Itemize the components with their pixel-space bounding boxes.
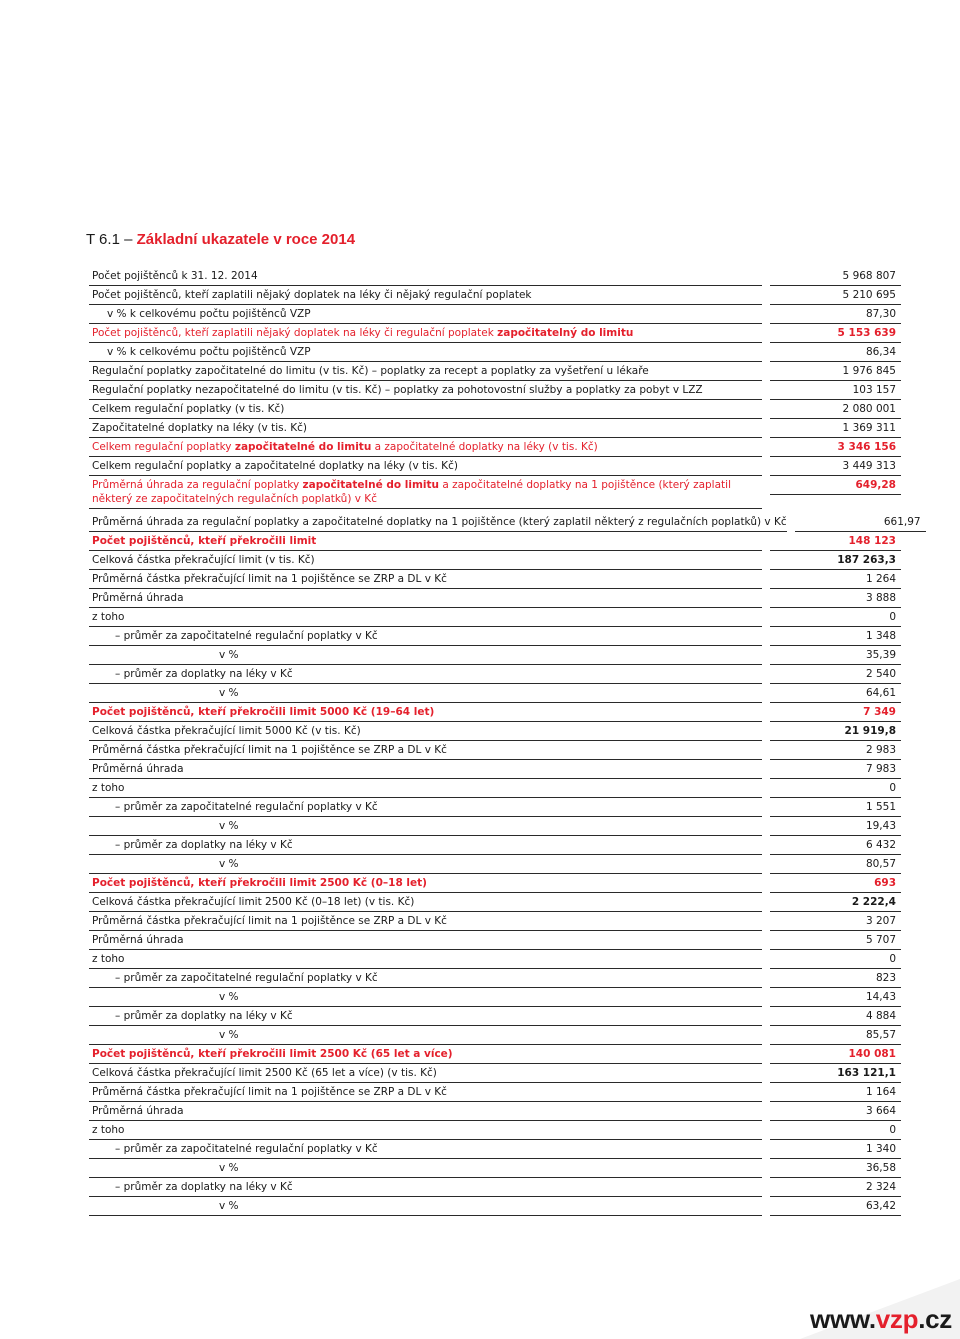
table-title-text: Základní ukazatele v roce 2014 [136, 231, 356, 248]
table-row: v % k celkovému počtu pojištěnců VZP 86,34 [89, 343, 901, 362]
table-row: Průměrná částka překračující limit na 1 pojištěnce se ZRP a DL v Kč 2 983 [89, 741, 901, 760]
table-title [86, 231, 355, 248]
table-row: Počet pojištěnců k 31. 12. 2014 5 968 807 [89, 267, 901, 286]
table-row: Průměrná částka překračující limit na 1 pojištěnce se ZRP a DL v Kč 1 264 [89, 570, 901, 589]
table-row: z toho 0 [89, 950, 901, 969]
table-row: z toho 0 [89, 1121, 901, 1140]
table-row: v % k celkovému počtu pojištěnců VZP 87,30 [89, 305, 901, 324]
table-row: v % 14,43 [89, 988, 901, 1007]
table-row: z toho 0 [89, 608, 901, 627]
table-row: – průměr za započitatelné regulační poplatky v Kč 823 [89, 969, 901, 988]
table-row: Počet pojištěnců, kteří překročili limit 2500 Kč (0–18 let) 693 [89, 874, 901, 893]
table-row: v % 35,39 [89, 646, 901, 665]
table-row: Průměrná částka překračující limit na 1 pojištěnce se ZRP a DL v Kč 1 164 [89, 1083, 901, 1102]
table-row: – průměr za započitatelné regulační poplatky v Kč 1 340 [89, 1140, 901, 1159]
table-row: Započitatelné doplatky na léky (v tis. Kč) 1 369 311 [89, 419, 901, 438]
indicators-table [89, 267, 921, 1216]
table-row: v % 85,57 [89, 1026, 901, 1045]
table-row: – průměr za doplatky na léky v Kč 2 324 [89, 1178, 901, 1197]
table-row: Celkem regulační poplatky a započitatelné doplatky na léky (v tis. Kč) 3 449 313 [89, 457, 901, 476]
table-row: Regulační poplatky nezapočitatelné do limitu (v tis. Kč) – poplatky za pohotovostní služby a poplatky za pobyt v LZZ 103 157 [89, 381, 901, 400]
table-row: – průměr za započitatelné regulační poplatky v Kč 1 551 [89, 798, 901, 817]
table-row: – průměr za započitatelné regulační poplatky v Kč 1 348 [89, 627, 901, 646]
table-row: v % 80,57 [89, 855, 901, 874]
table-number: T 6.1 – [86, 231, 137, 248]
table-row: Průměrná úhrada za regulační poplatky započitatelné do limitu a započitatelné doplatky na 1 pojištěnce (který zaplatil některý ze započitatelných regulačních poplatků) v Kč 649,28 [89, 476, 901, 509]
table-row: Celkem regulační poplatky (v tis. Kč) 2 080 001 [89, 400, 901, 419]
table-row: Počet pojištěnců, kteří překročili limit 2500 Kč (65 let a více) 140 081 [89, 1045, 901, 1064]
table-row: v % 19,43 [89, 817, 901, 836]
table-row: Celková částka překračující limit (v tis. Kč) 187 263,3 [89, 551, 901, 570]
table-row: – průměr za doplatky na léky v Kč 6 432 [89, 836, 901, 855]
table-row: Počet pojištěnců, kteří zaplatili nějaký doplatek na léky či regulační poplatek započitatelný do limitu 5 153 639 [89, 324, 901, 343]
table-row: Počet pojištěnců, kteří překročili limit 5000 Kč (19–64 let) 7 349 [89, 703, 901, 722]
table-row: v % 36,58 [89, 1159, 901, 1178]
table-row: Počet pojištěnců, kteří překročili limit 148 123 [89, 532, 901, 551]
table-row: v % 63,42 [89, 1197, 901, 1216]
table-row: Průměrná úhrada 3 664 [89, 1102, 901, 1121]
table-row: z toho 0 [89, 779, 901, 798]
table-row: Regulační poplatky započitatelné do limitu (v tis. Kč) – poplatky za recept a poplatky za vyšetření u lékaře 1 976 845 [89, 362, 901, 381]
table-row: Počet pojištěnců, kteří zaplatili nějaký doplatek na léky či nějaký regulační poplatek 5 210 695 [89, 286, 901, 305]
table-row: Celkem regulační poplatky započitatelné do limitu a započitatelné doplatky na léky (v tis. Kč) 3 346 156 [89, 438, 901, 457]
table-row: Celková částka překračující limit 2500 Kč (65 let a více) (v tis. Kč) 163 121,1 [89, 1064, 901, 1083]
table-row: Celková částka překračující limit 2500 Kč (0–18 let) (v tis. Kč) 2 222,4 [89, 893, 901, 912]
table-row: Celková částka překračující limit 5000 Kč (v tis. Kč) 21 919,8 [89, 722, 901, 741]
table-row: v % 64,61 [89, 684, 901, 703]
footer-website-link[interactable]: www.vzp.cz [810, 1304, 952, 1334]
table-row: – průměr za doplatky na léky v Kč 2 540 [89, 665, 901, 684]
table-row: Průměrná úhrada 3 888 [89, 589, 901, 608]
table-row: Průměrná úhrada 7 983 [89, 760, 901, 779]
table-row: Průměrná částka překračující limit na 1 pojištěnce se ZRP a DL v Kč 3 207 [89, 912, 901, 931]
table-row: – průměr za doplatky na léky v Kč 4 884 [89, 1007, 901, 1026]
table-row: Průměrná úhrada 5 707 [89, 931, 901, 950]
table-row: Průměrná úhrada za regulační poplatky a započitatelné doplatky na 1 pojištěnce (který zaplatil některý z regulačních poplatků) v Kč 661,97 [89, 513, 901, 532]
